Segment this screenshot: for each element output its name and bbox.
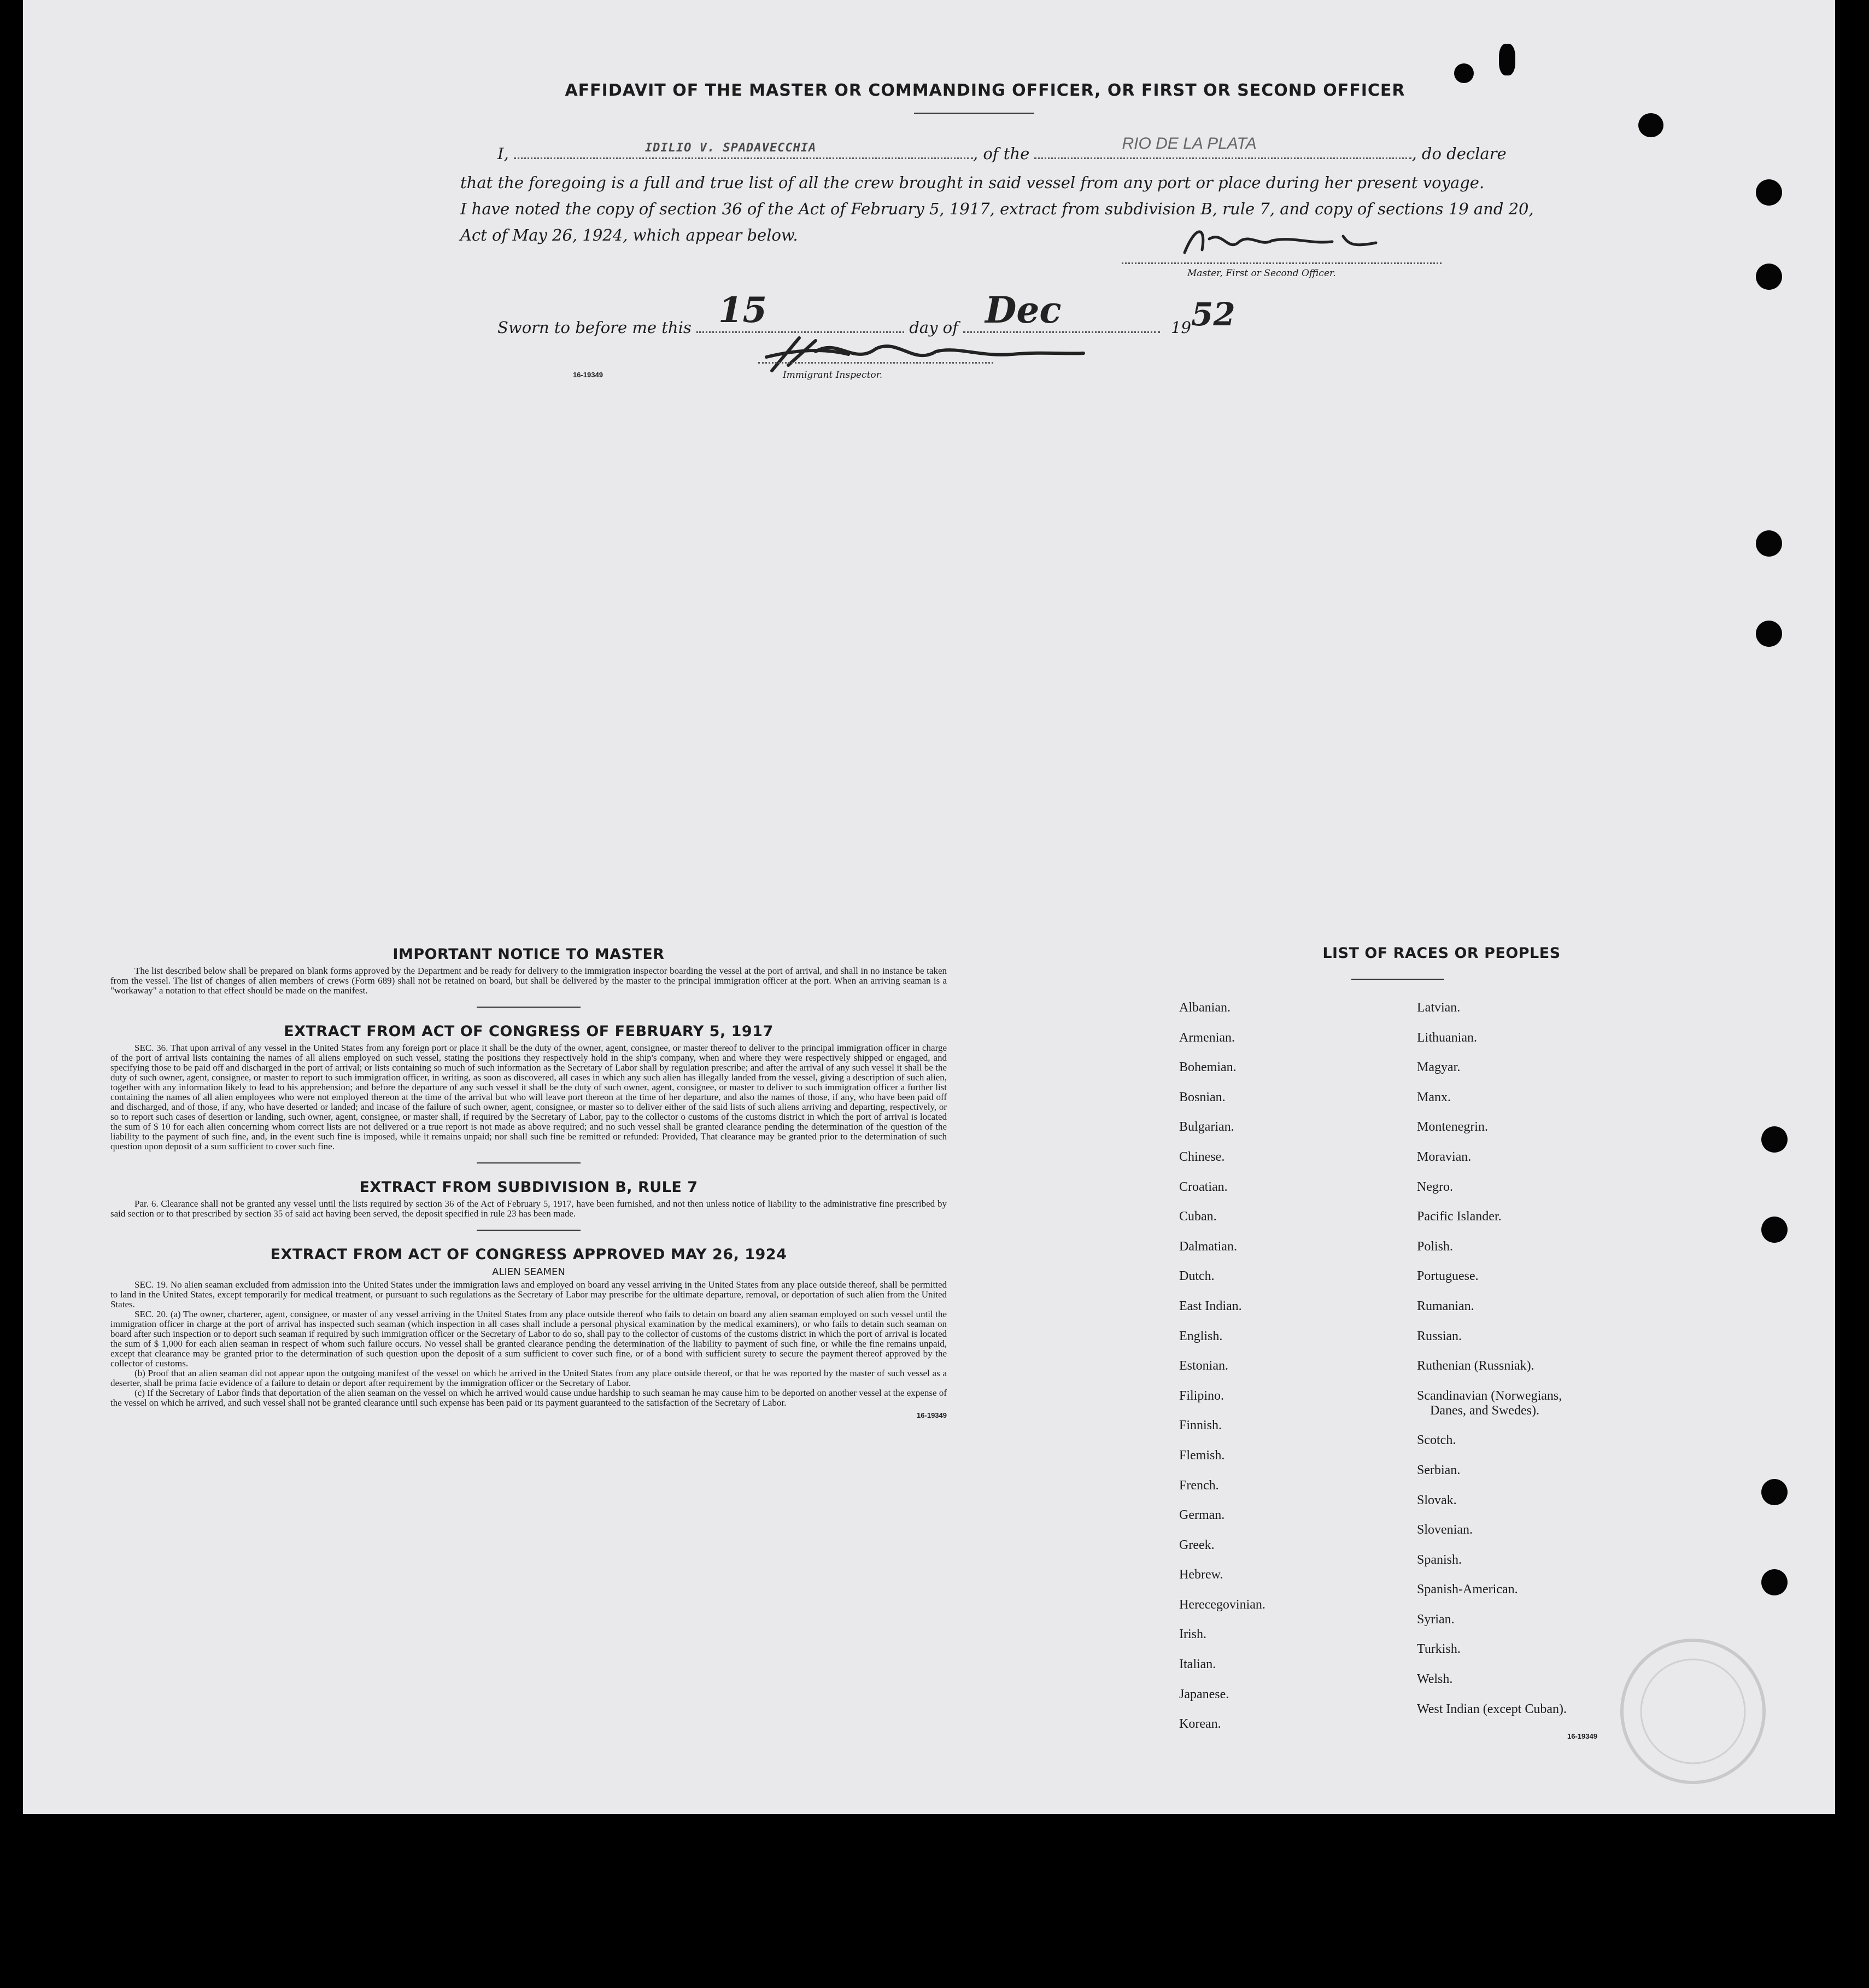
of-label: , of the (972, 144, 1030, 163)
extract3-paragraph: (c) If the Secretary of Labor finds that deportation of the alien seaman on the vessel on which he arrived would cause undue hardship to such seaman he may cause him to be deported on another vessel at the expense of the vessel on which he arrived, and such vessel shall not be granted clearance until such expense has been paid or its payment guaranteed to the satisfaction of the Secretary of Labor. (110, 1388, 947, 1408)
extract2-title: EXTRACT FROM SUBDIVISION B, RULE 7 (359, 1179, 698, 1196)
race-item: Magyar. (1417, 1060, 1461, 1075)
affidavit-name-line (497, 135, 1507, 163)
divider (477, 1230, 581, 1231)
race-item: Hebrew. (1179, 1568, 1223, 1582)
punch-hole (1499, 44, 1515, 75)
sworn-day: 15 (718, 290, 767, 331)
document-sheet (23, 0, 1835, 1814)
year-prefix: 19 (1171, 318, 1191, 337)
race-item: Danes, and Swedes). (1430, 1403, 1539, 1418)
race-item: English. (1179, 1329, 1223, 1343)
race-item: Irish. (1179, 1627, 1206, 1642)
race-item: Spanish. (1417, 1552, 1462, 1567)
name-field (514, 143, 973, 159)
signature-line (1122, 261, 1442, 264)
race-item: Flemish. (1179, 1448, 1225, 1463)
race-item: Armenian. (1179, 1030, 1235, 1045)
races-rule (1351, 979, 1444, 980)
punch-hole (1761, 1217, 1788, 1243)
race-item: Bulgarian. (1179, 1120, 1234, 1135)
day-of-label: day of (909, 318, 958, 337)
sworn-label: Sworn to before me this (497, 318, 692, 337)
race-item: Polish. (1417, 1239, 1454, 1254)
race-item: Bohemian. (1179, 1060, 1237, 1075)
race-item: Croatian. (1179, 1179, 1228, 1194)
notice-title: IMPORTANT NOTICE TO MASTER (392, 946, 665, 963)
punch-hole (1761, 1569, 1788, 1595)
race-item: Italian. (1179, 1657, 1216, 1672)
extract1-title: EXTRACT FROM ACT OF CONGRESS OF FEBRUARY 5, 1917 (284, 1023, 774, 1040)
divider (477, 1007, 581, 1008)
punch-hole (1638, 113, 1663, 137)
race-item: Russian. (1417, 1329, 1462, 1343)
race-item: Lithuanian. (1417, 1030, 1477, 1045)
race-item: Filipino. (1179, 1388, 1224, 1403)
inspector-line (758, 361, 993, 364)
race-item: Portuguese. (1417, 1269, 1479, 1284)
punch-hole (1756, 621, 1782, 647)
races-form-number: 16-19349 (1567, 1732, 1597, 1740)
race-item: French. (1179, 1478, 1219, 1493)
race-item: Cuban. (1179, 1209, 1217, 1224)
i-label: I, (497, 144, 509, 163)
master-name: IDILIO V. SPADAVECCHIA (645, 141, 817, 155)
punch-hole (1756, 179, 1782, 206)
race-item: Syrian. (1417, 1612, 1455, 1627)
punch-hole (1756, 264, 1782, 290)
race-item: Greek. (1179, 1537, 1215, 1552)
title-rule (914, 113, 1034, 114)
master-signature (1179, 220, 1387, 264)
race-item: Serbian. (1417, 1463, 1461, 1477)
seal-stamp (1603, 1629, 1783, 1793)
race-item: Finnish. (1179, 1418, 1222, 1433)
race-item: Dalmatian. (1179, 1239, 1237, 1254)
affidavit-body-line: Act of May 26, 1924, which appear below. (460, 226, 798, 244)
race-item: Albanian. (1179, 1001, 1231, 1015)
vessel-field (1034, 135, 1411, 159)
notice-form-number: 16-19349 (917, 1411, 947, 1419)
race-item: Moravian. (1417, 1149, 1472, 1164)
race-item: Negro. (1417, 1179, 1453, 1194)
race-item: German. (1179, 1508, 1225, 1523)
race-item: Welsh. (1417, 1672, 1453, 1687)
race-item: Japanese. (1179, 1687, 1229, 1702)
notice-paragraph: The list described below shall be prepared on blank forms approved by the Department and be ready for delivery to the immigration inspector boarding the vessel at the port of arrival, and shall in no instance be taken from the vessel. The list of changes of alien members of crews (Form 689) shall not be retained on board, but shall be delivered by the master to the principal immigration officer at the port. When an arriving seaman is a "workaway" a notation to that effect should be made on the manifest. (110, 966, 947, 996)
races-column-2 (1417, 1001, 1567, 1732)
extract2-text: Par. 6. Clearance shall not be granted any vessel until the lists required by section 36 of the Act of February 5, 1917, have been furnished, and not then unless notice of liability to the administrative fine prescribed by said section or to that prescribed by section 35 of said act having been served, the deposit specified in rule 23 has been made. (110, 1198, 947, 1219)
punch-hole (1454, 63, 1474, 83)
races-title: LIST OF RACES OR PEOPLES (1322, 945, 1561, 962)
race-item: East Indian. (1179, 1299, 1242, 1313)
race-item: Scotch. (1417, 1433, 1456, 1448)
punch-hole (1761, 1479, 1788, 1505)
race-item: Latvian. (1417, 1001, 1461, 1015)
race-item: Slovak. (1417, 1493, 1457, 1507)
declare-label: , do declare (1411, 144, 1507, 163)
race-item: Chinese. (1179, 1149, 1225, 1164)
race-item: West Indian (except Cuban). (1417, 1702, 1567, 1716)
extract3-title: EXTRACT FROM ACT OF CONGRESS APPROVED MAY 26, 1924 (270, 1246, 787, 1263)
vessel-name: RIO DE LA PLATA (1122, 135, 1257, 153)
signature-caption: Master, First or Second Officer. (1187, 268, 1336, 279)
extract1-text: SEC. 36. That upon arrival of any vessel in the United States from any foreign port or place it shall be the duty of the owner, agent, consignee, or master thereof to deliver to the principal immigration officer in charge of the port of arrival lists containing the names of all aliens employed on such vessel, stating the positions they respectively hold in the ship's company, when and where they were respectively shipped or engaged, and specifying those to be paid off and discharged in the port of arrival; or lists containing so much of such information as the Secretary of Labor shall by regulation prescribe; and after the arrival of any such vessel it shall be the duty of such owner, agent, consignee, or master to report to such immigration officer, in writing, as soon as discovered, all cases in which any such alien has illegally landed from the vessel, giving a description of such alien, together with any information likely to lead to his apprehension; and before the departure of any such vessel it shall be the duty of such owner, agent, consignee, or master to deliver to such immigration officer a further list containing the names of all alien employees who were not employed thereon at the time of the arrival but who will leave port thereon at the time of her departure, and also the names of those, if any, who have been paid off and discharged, and of those, if any, who have deserted or landed; and incase of the failure of such owner, agent, consignee, or master so to deliver either of the said lists of such aliens arriving and departing, respectively, or so to report such cases of desertion or landing, such owner, agent, consignee, or master shall, if required by the Secretary of Labor, pay to the collector o customs of the customs district in which the port of arrival is located the sum of $ 10 for each alien concerning whom correct lists are not delivered or a true report is not made as above required; and no such vessel shall be granted clearance pending the determination of the question of the liability to the payment of such fine, and, in the event such fine is imposed, while it remains unpaid; nor shall such fine be remitted or refunded: Provided, That clearance may be granted prior to the determination of such question upon deposit of a sum sufficient to cover such fine. (110, 1043, 947, 1151)
sworn-month: Dec (985, 289, 1062, 331)
affidavit-title: AFFIDAVIT OF THE MASTER OR COMMANDING OFFICER, OR FIRST OR SECOND OFFICER (565, 81, 1405, 100)
extract3-paragraph: SEC. 19. No alien seaman excluded from admission into the United States under the immigration laws and employed on board any vessel arriving in the United States from any place outside thereof, shall be permitted to land in the United States, except temporarily for medical treatment, or pursuant to such regulations as the Secretary of Labor may prescribe for the ultimate departure, removal, or deportation of such alien from the United States. (110, 1279, 947, 1309)
important-notice (110, 946, 947, 1419)
race-item: Estonian. (1179, 1359, 1228, 1373)
divider (477, 1162, 581, 1163)
punch-hole (1756, 530, 1782, 557)
punch-hole (1761, 1126, 1788, 1153)
race-item: Pacific Islander. (1417, 1209, 1502, 1224)
extract3-subtitle: ALIEN SEAMEN (492, 1266, 565, 1278)
race-item: Herecegovinian. (1179, 1597, 1265, 1612)
race-item: Turkish. (1417, 1642, 1461, 1657)
form-number: 16-19349 (573, 371, 603, 379)
race-item: Scandinavian (Norwegians, (1417, 1388, 1562, 1403)
races-column-1 (1179, 1001, 1265, 1747)
race-item: Slovenian. (1417, 1523, 1473, 1537)
race-item: Montenegrin. (1417, 1120, 1488, 1135)
race-item: Ruthenian (Russniak). (1417, 1359, 1534, 1373)
extract3-paragraph: (b) Proof that an alien seaman did not appear upon the outgoing manifest of the vessel on which he arrived in the United States from any place outside thereof, or that he was reported by the master of such vessel as a deserter, shall be prima facie evidence of a failure to detain or deport after requirement by the immigration officer or the Secretary of Labor. (110, 1368, 947, 1388)
extract3-paragraph: SEC. 20. (a) The owner, charterer, agent, consignee, or master of any vessel arriving in the United States from any place outside thereof who fails to detain on board any alien seaman employed on such vessel until the immigration officer in charge at the port of arrival has inspected such seaman (which inspection in all cases shall include a personal physical examination by the medical examiners), or who fails to detain such seaman on board after such inspection or to deport such seaman if required by such immigration officer or the Secretary of Labor to do so, shall pay to the collector of customs of the customs district in which the port of arrival is located the sum of $ 1,000 for each alien seaman in respect of whom such failure occurs. No vessel shall be granted clearance pending the determination of the liability to payment of such fine, or while the fine remains unpaid, except that clearance may be granted prior to the determination of such question upon the deposit of a sum sufficient to cover such fine, or of a bond with sufficient surety to secure the payment thereof approved by the collector of customs. (110, 1309, 947, 1369)
race-item: Rumanian. (1417, 1299, 1474, 1313)
affidavit-body-line: that the foregoing is a full and true list of all the crew brought in said vessel from any port or place during her present voyage. (460, 173, 1485, 192)
race-item: Manx. (1417, 1090, 1451, 1104)
affidavit-body-line: I have noted the copy of section 36 of the Act of February 5, 1917, extract from subdivision B, rule 7, and copy of sections 19 and 20, (460, 200, 1534, 218)
race-item: Dutch. (1179, 1269, 1215, 1284)
race-item: Spanish-American. (1417, 1582, 1518, 1597)
race-item: Bosnian. (1179, 1090, 1226, 1104)
year-suffix: 52 (1191, 296, 1235, 333)
race-item: Korean. (1179, 1717, 1221, 1732)
inspector-caption: Immigrant Inspector. (783, 370, 883, 381)
